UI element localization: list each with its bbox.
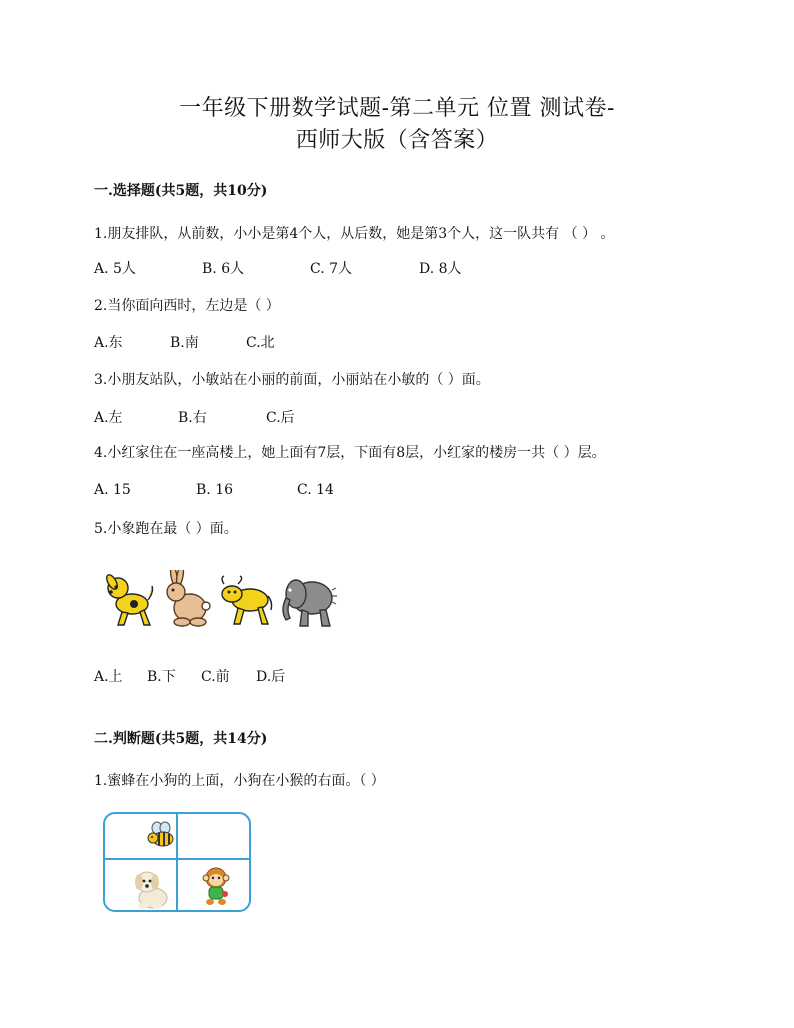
question-1-5: 5.小象跑在最（ ）面。 — [94, 521, 238, 537]
elephant-icon — [276, 570, 338, 632]
option-d[interactable]: D. 8人 — [419, 261, 462, 277]
section1-heading: 一.选择题(共5题，共10分) — [94, 183, 268, 199]
grid-divider-horizontal — [105, 858, 249, 860]
option-a[interactable]: A.上 — [94, 669, 123, 685]
doc-title-line2: 西师大版（含答案） — [295, 128, 499, 153]
question-1-4: 4.小红家住在一座高楼上，她上面有7层，下面有8层，小红家的楼房一共（ ）层。 — [94, 445, 606, 461]
option-c[interactable]: C.北 — [246, 335, 275, 351]
option-c[interactable]: C. 7人 — [310, 261, 353, 277]
option-b[interactable]: B.南 — [170, 335, 199, 351]
option-a[interactable]: A.东 — [94, 335, 123, 351]
option-c[interactable]: C.后 — [266, 410, 295, 426]
position-grid-image — [103, 812, 251, 912]
section2-heading: 二.判断题(共5题，共14分) — [94, 731, 268, 747]
option-c[interactable]: C. 14 — [297, 482, 334, 498]
question-2-1: 1.蜜蜂在小狗的上面，小狗在小猴的右面。（ ） — [94, 773, 385, 789]
animals-row-image — [100, 570, 340, 632]
question-1-1: 1.朋友排队，从前数，小小是第4个人，从后数，她是第3个人，这一队共有 （ ） 。 — [94, 226, 615, 242]
option-a[interactable]: A.左 — [94, 410, 123, 426]
bee-icon — [147, 820, 177, 850]
rabbit-icon — [160, 570, 212, 630]
monkey-icon — [201, 866, 231, 908]
question-1-2: 2.当你面向西时，左边是（ ） — [94, 298, 280, 314]
dog-icon — [104, 570, 156, 630]
option-b[interactable]: B. 16 — [196, 482, 234, 498]
question-1-3: 3.小朋友站队，小敏站在小丽的前面，小丽站在小敏的（ ）面。 — [94, 372, 490, 388]
option-a[interactable]: A. 15 — [94, 482, 131, 498]
option-a[interactable]: A. 5人 — [94, 261, 136, 277]
ox-icon — [218, 570, 274, 630]
option-b[interactable]: B.右 — [178, 410, 207, 426]
option-b[interactable]: B.下 — [147, 669, 176, 685]
option-d[interactable]: D.后 — [256, 669, 286, 685]
doc-title-line1: 一年级下册数学试题-第二单元 位置 测试卷- — [179, 96, 615, 121]
option-b[interactable]: B. 6人 — [202, 261, 245, 277]
option-c[interactable]: C.前 — [201, 669, 230, 685]
puppy-icon — [131, 866, 171, 910]
